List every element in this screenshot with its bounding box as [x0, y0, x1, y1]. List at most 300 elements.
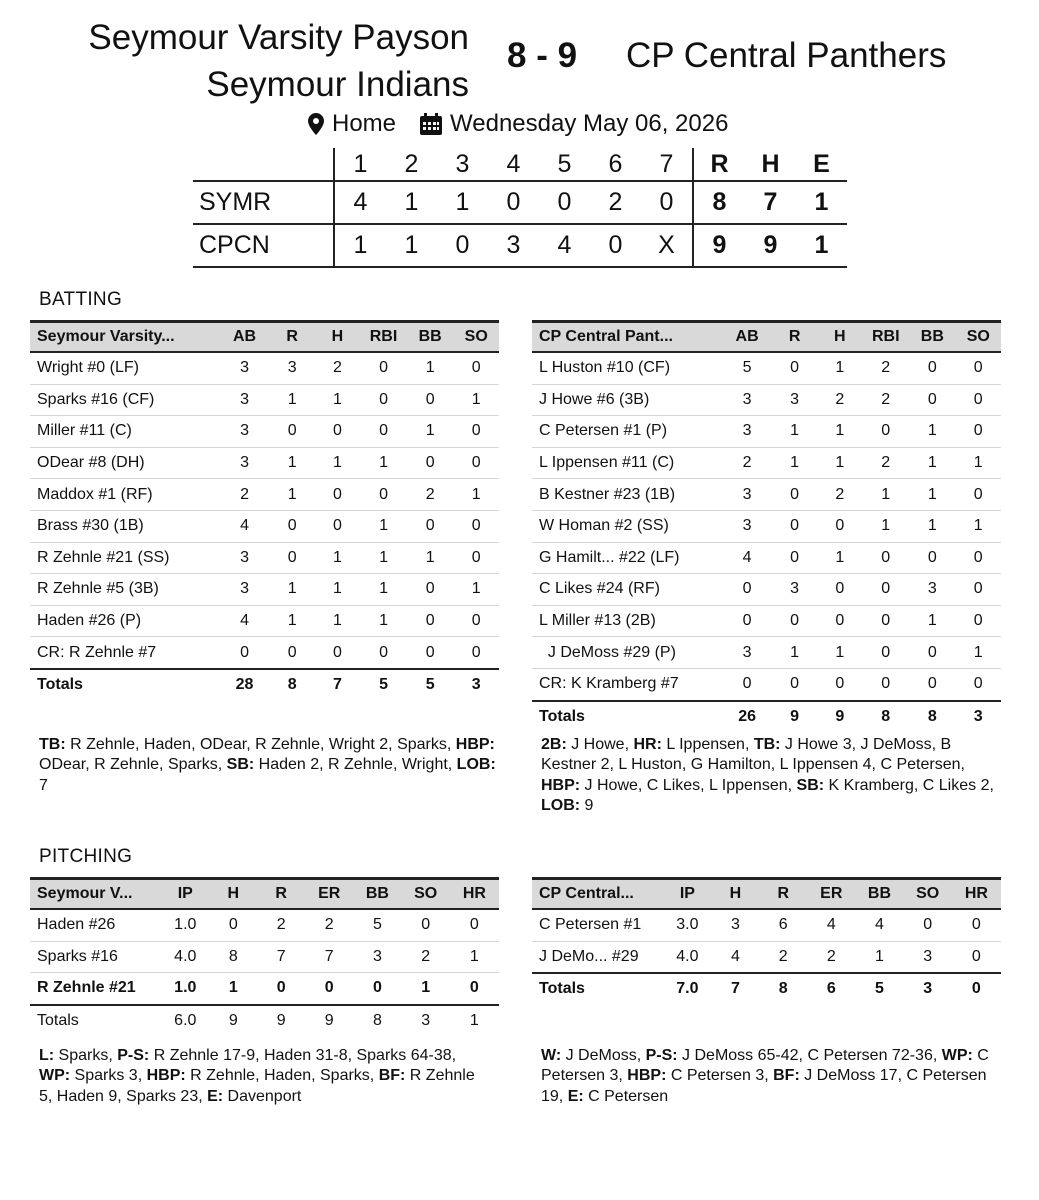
- stat-cell: 2: [220, 479, 270, 511]
- note-key: BF:: [378, 1067, 406, 1085]
- player-name: CR: K Kramberg #7: [532, 668, 722, 700]
- stat-cell: 3: [353, 941, 401, 973]
- stat-cell: 2: [315, 352, 360, 384]
- total-cell: 3: [402, 1005, 450, 1037]
- stat-cell: 3: [220, 416, 270, 448]
- player-name: C Petersen #1: [532, 909, 663, 941]
- stat-cell: 1: [315, 542, 360, 574]
- table-row: [30, 510, 499, 542]
- table-row: [532, 637, 1001, 669]
- stat-cell: 0: [407, 637, 453, 669]
- stat-cell: 5: [353, 909, 401, 941]
- total-hits: 9: [745, 224, 796, 267]
- stat-column-header: R: [759, 879, 807, 910]
- stat-cell: 1: [407, 416, 453, 448]
- calendar-icon: [420, 113, 442, 135]
- table-row: [30, 941, 499, 973]
- stat-cell: 1: [360, 542, 407, 574]
- note-value: C Petersen 3,: [666, 1067, 774, 1085]
- stat-cell: 2: [407, 479, 453, 511]
- player-name: ODear #8 (DH): [30, 447, 220, 479]
- note-key: TB:: [39, 736, 66, 753]
- stat-column-header: AB: [220, 322, 270, 353]
- inning-runs: 1: [386, 224, 437, 267]
- stat-cell: 1: [909, 416, 955, 448]
- stat-cell: 1: [855, 941, 903, 973]
- stat-cell: 0: [407, 384, 453, 416]
- line-score-header: [193, 148, 847, 181]
- stat-cell: 0: [817, 668, 862, 700]
- stat-cell: 3: [270, 352, 315, 384]
- stat-cell: 3: [722, 637, 772, 669]
- stat-cell: 1: [360, 605, 407, 637]
- stat-cell: 1: [315, 384, 360, 416]
- table-row: [532, 542, 1001, 574]
- stat-cell: 0: [453, 637, 499, 669]
- total-runs: 8: [693, 181, 745, 224]
- player-name: L Ippensen #11 (C): [532, 447, 722, 479]
- note-value: 7: [39, 756, 501, 794]
- stat-cell: 1: [956, 447, 1002, 479]
- stat-cell: 0: [909, 637, 955, 669]
- stat-cell: 4.0: [161, 941, 209, 973]
- note-key: L:: [39, 1047, 55, 1064]
- player-name: J Howe #6 (3B): [532, 384, 722, 416]
- stat-column-header: SO: [402, 879, 450, 910]
- totals-label: Totals: [30, 669, 220, 701]
- inning-runs: X: [641, 224, 693, 267]
- stat-column-header: BB: [855, 879, 903, 910]
- stat-cell: 2: [759, 941, 807, 973]
- stat-cell: 1: [270, 574, 315, 606]
- table-row: [30, 384, 499, 416]
- stat-cell: 1: [909, 510, 955, 542]
- note-value: J DeMoss 65-42, C Petersen 72-36,: [677, 1047, 942, 1064]
- stat-cell: 1: [862, 510, 909, 542]
- note-value: Sparks 3,: [70, 1067, 147, 1085]
- table-row: [532, 479, 1001, 511]
- total-cell: 26: [722, 701, 772, 733]
- stat-cell: 1: [772, 416, 817, 448]
- stat-cell: 1: [360, 574, 407, 606]
- table-row: [30, 447, 499, 479]
- player-name: Sparks #16 (CF): [30, 384, 220, 416]
- stat-cell: 2: [257, 909, 305, 941]
- note-key: TB:: [753, 736, 781, 753]
- stat-column-header: BB: [353, 879, 401, 910]
- stat-cell: 1: [817, 416, 862, 448]
- total-cell: 7: [711, 973, 759, 1005]
- stat-cell: 0: [407, 605, 453, 637]
- note-value: C Petersen 3,: [541, 1047, 994, 1085]
- stat-cell: 1: [270, 384, 315, 416]
- stat-cell: 0: [453, 542, 499, 574]
- stat-column-header: R: [270, 322, 315, 353]
- total-cell: 5: [360, 669, 407, 701]
- table-row: [30, 416, 499, 448]
- inning-runs: 3: [488, 224, 539, 267]
- total-errors: 1: [796, 181, 847, 224]
- stat-cell: 4: [711, 941, 759, 973]
- table-header-row: [532, 322, 1001, 353]
- team-abbrev: CPCN: [193, 224, 334, 267]
- stat-cell: 1: [270, 605, 315, 637]
- home-team-title: [88, 14, 469, 108]
- stat-cell: 2: [817, 479, 862, 511]
- stat-cell: 4: [855, 909, 903, 941]
- player-name: L Huston #10 (CF): [532, 352, 722, 384]
- note-key: HR:: [633, 736, 662, 753]
- stat-cell: 3: [711, 909, 759, 941]
- table-row: [532, 574, 1001, 606]
- stat-cell: 3: [772, 574, 817, 606]
- stat-cell: 1: [453, 479, 499, 511]
- inning-header: 6: [608, 149, 623, 178]
- stat-cell: 7: [257, 941, 305, 973]
- stat-cell: 3: [722, 384, 772, 416]
- team-column-header: CP Central...: [532, 879, 663, 910]
- stat-cell: 0: [956, 668, 1002, 700]
- stat-cell: 0: [315, 416, 360, 448]
- stat-column-header: H: [315, 322, 360, 353]
- stat-cell: 0: [862, 574, 909, 606]
- pitching-section-label: PITCHING: [39, 846, 133, 867]
- stat-cell: 3.0: [663, 909, 711, 941]
- inning-header: 2: [404, 149, 419, 178]
- stat-cell: 2: [305, 909, 353, 941]
- note-key: HBP:: [627, 1067, 667, 1085]
- stat-cell: 0: [956, 542, 1002, 574]
- total-cell: 9: [817, 701, 862, 733]
- total-cell: 3: [904, 973, 952, 1005]
- stat-cell: 1: [453, 384, 499, 416]
- stat-cell: 0: [722, 574, 772, 606]
- stat-cell: 0: [360, 352, 407, 384]
- stat-cell: 0: [270, 416, 315, 448]
- inning-runs: 4: [539, 224, 590, 267]
- stat-cell: 0: [257, 973, 305, 1005]
- note-value: K Kramberg, C Likes 2,: [824, 776, 999, 794]
- map-pin-icon: [308, 113, 324, 135]
- stat-cell: 3: [722, 479, 772, 511]
- line-score-row-home: [193, 181, 847, 224]
- note-value: ODear, R Zehnle, Sparks,: [39, 736, 500, 774]
- stat-column-header: H: [209, 879, 257, 910]
- batting-section-label: BATTING: [39, 289, 123, 310]
- stat-cell: 3: [722, 510, 772, 542]
- note-key: LOB:: [456, 756, 496, 774]
- inning-runs: 0: [488, 181, 539, 224]
- stat-cell: 0: [453, 352, 499, 384]
- note-value: L Ippensen,: [661, 736, 754, 753]
- note-key: WP:: [941, 1047, 973, 1064]
- stat-cell: 0: [450, 973, 499, 1005]
- table-row: [30, 973, 499, 1005]
- player-name: J DeMo... #29: [532, 941, 663, 973]
- player-name: Maddox #1 (RF): [30, 479, 220, 511]
- stat-cell: 0: [862, 637, 909, 669]
- stat-cell: 4: [807, 909, 855, 941]
- stat-cell: 2: [862, 447, 909, 479]
- stat-column-header: R: [257, 879, 305, 910]
- table-header-row: [30, 879, 499, 910]
- stat-cell: 0: [909, 384, 955, 416]
- stat-column-header: ER: [305, 879, 353, 910]
- stat-cell: 4: [220, 605, 270, 637]
- stat-column-header: ER: [807, 879, 855, 910]
- total-cell: 5: [855, 973, 903, 1005]
- player-name: Wright #0 (LF): [30, 352, 220, 384]
- total-runs: 9: [693, 224, 745, 267]
- note-value: Haden 2, R Zehnle, Wright,: [254, 756, 457, 774]
- stat-column-header: BB: [909, 322, 955, 353]
- table-row: [532, 416, 1001, 448]
- stat-column-header: H: [711, 879, 759, 910]
- total-cell: 7: [315, 669, 360, 701]
- stat-cell: 2: [862, 384, 909, 416]
- stat-column-header: RBI: [862, 322, 909, 353]
- table-header-row: [30, 322, 499, 353]
- errors-header: E: [813, 149, 830, 178]
- stat-column-header: SO: [956, 322, 1002, 353]
- player-name: Brass #30 (1B): [30, 510, 220, 542]
- inning-header: 1: [334, 148, 386, 181]
- stat-column-header: SO: [453, 322, 499, 353]
- inning-runs: 1: [386, 181, 437, 224]
- inning-header: 5: [557, 149, 572, 178]
- stat-cell: 0: [909, 668, 955, 700]
- note-key: E:: [567, 1087, 584, 1105]
- total-cell: 3: [956, 701, 1002, 733]
- inning-runs: 0: [539, 181, 590, 224]
- stat-cell: 2: [722, 447, 772, 479]
- away-team-title: CP Central Panthers: [626, 36, 947, 75]
- game-date: Wednesday May 06, 2026: [450, 110, 729, 137]
- inning-runs: 4: [334, 181, 386, 224]
- total-cell: 8: [909, 701, 955, 733]
- total-cell: 3: [453, 669, 499, 701]
- stat-cell: 0: [862, 416, 909, 448]
- stat-cell: 0: [956, 352, 1002, 384]
- stat-cell: 3: [909, 574, 955, 606]
- note-key: P-S:: [117, 1047, 150, 1064]
- stat-cell: 1.0: [161, 973, 209, 1005]
- stat-column-header: HR: [450, 879, 499, 910]
- game-meta: [308, 110, 728, 138]
- inning-runs: 1: [437, 181, 488, 224]
- total-cell: 9: [257, 1005, 305, 1037]
- team-abbrev: SYMR: [193, 181, 334, 224]
- stat-cell: 4: [722, 542, 772, 574]
- inning-header: 3: [455, 149, 470, 178]
- player-name: R Zehnle #5 (3B): [30, 574, 220, 606]
- player-name: R Zehnle #21: [30, 973, 161, 1005]
- totals-row: [532, 701, 1001, 733]
- stat-cell: 0: [772, 542, 817, 574]
- table-row: [532, 605, 1001, 637]
- stat-cell: 0: [453, 605, 499, 637]
- total-cell: 9: [209, 1005, 257, 1037]
- player-name: Miller #11 (C): [30, 416, 220, 448]
- inning-runs: 2: [590, 181, 641, 224]
- runs-header: R: [693, 148, 745, 181]
- table-row: [30, 479, 499, 511]
- away-batting-table: [532, 320, 1001, 732]
- stat-cell: 1: [772, 637, 817, 669]
- home-pitching-table: [30, 877, 499, 1036]
- stat-cell: 0: [450, 909, 499, 941]
- table-row: [532, 668, 1001, 700]
- stat-cell: 1: [909, 605, 955, 637]
- stat-cell: 5: [722, 352, 772, 384]
- stat-cell: 0: [270, 542, 315, 574]
- stat-cell: 1: [909, 479, 955, 511]
- note-key: LOB:: [541, 797, 581, 815]
- note-key: SB:: [796, 776, 825, 794]
- table-header-row: [532, 879, 1001, 910]
- stat-cell: 1: [407, 352, 453, 384]
- total-cell: 28: [220, 669, 270, 701]
- note-value: 9: [580, 797, 594, 815]
- hits-header: H: [761, 149, 780, 178]
- stat-cell: 0: [862, 605, 909, 637]
- total-cell: 5: [407, 669, 453, 701]
- player-name: Haden #26 (P): [30, 605, 220, 637]
- stat-cell: 1: [360, 447, 407, 479]
- player-name: Haden #26: [30, 909, 161, 941]
- total-cell: 8: [759, 973, 807, 1005]
- team-column-header: Seymour Varsity...: [30, 322, 220, 353]
- note-value: J DeMoss 17, C Petersen 19,: [541, 1067, 991, 1105]
- stat-cell: 0: [817, 574, 862, 606]
- line-score-table: [193, 148, 847, 268]
- table-row: [532, 941, 1001, 973]
- inning-runs: 0: [590, 224, 641, 267]
- total-hits: 7: [745, 181, 796, 224]
- inning-header: 7: [659, 149, 674, 178]
- line-score-row-away: [193, 224, 847, 267]
- stat-cell: 3: [220, 574, 270, 606]
- stat-cell: 2: [862, 352, 909, 384]
- stat-cell: 0: [722, 605, 772, 637]
- stat-cell: 0: [956, 605, 1002, 637]
- home-pitching-notes: [39, 1046, 489, 1107]
- stat-cell: 8: [209, 941, 257, 973]
- stat-cell: 0: [772, 605, 817, 637]
- stat-cell: 0: [209, 909, 257, 941]
- stat-cell: 3: [220, 352, 270, 384]
- away-batting-notes: [541, 735, 1003, 817]
- note-key: SB:: [226, 756, 255, 774]
- home-team-line1: Seymour Varsity Payson: [88, 18, 469, 57]
- stat-cell: 0: [956, 384, 1002, 416]
- player-name: B Kestner #23 (1B): [532, 479, 722, 511]
- total-cell: 0: [952, 973, 1001, 1005]
- stat-column-header: AB: [722, 322, 772, 353]
- stat-cell: 0: [353, 973, 401, 1005]
- total-cell: 6: [807, 973, 855, 1005]
- stat-cell: 0: [315, 510, 360, 542]
- note-key: E:: [207, 1087, 224, 1105]
- player-name: C Petersen #1 (P): [532, 416, 722, 448]
- table-row: [30, 637, 499, 669]
- stat-column-header: RBI: [360, 322, 407, 353]
- stat-cell: 0: [360, 384, 407, 416]
- stat-cell: 2: [402, 941, 450, 973]
- stat-column-header: H: [817, 322, 862, 353]
- total-errors: 1: [796, 224, 847, 267]
- player-name: Sparks #16: [30, 941, 161, 973]
- stat-cell: 0: [817, 510, 862, 542]
- totals-row: [532, 973, 1001, 1005]
- stat-cell: 1: [817, 447, 862, 479]
- stat-cell: 1: [315, 605, 360, 637]
- stat-cell: 0: [453, 416, 499, 448]
- table-row: [532, 447, 1001, 479]
- stat-cell: 3: [220, 447, 270, 479]
- stat-cell: 0: [862, 668, 909, 700]
- inning-header: 4: [506, 149, 521, 178]
- stat-cell: 1: [909, 447, 955, 479]
- stat-cell: 3: [722, 416, 772, 448]
- note-key: W:: [541, 1047, 562, 1064]
- stat-cell: 0: [956, 416, 1002, 448]
- stat-cell: 1: [956, 637, 1002, 669]
- stat-cell: 2: [807, 941, 855, 973]
- stat-column-header: R: [772, 322, 817, 353]
- table-row: [30, 542, 499, 574]
- stat-cell: 4.0: [663, 941, 711, 973]
- stat-cell: 0: [270, 510, 315, 542]
- stat-cell: 0: [407, 447, 453, 479]
- note-value: J Howe, C Likes, L Ippensen,: [580, 776, 797, 794]
- player-name: C Likes #24 (RF): [532, 574, 722, 606]
- stat-cell: 1: [817, 352, 862, 384]
- stat-cell: 0: [862, 542, 909, 574]
- inning-runs: 0: [437, 224, 488, 267]
- stat-cell: 0: [956, 574, 1002, 606]
- stat-cell: 0: [305, 973, 353, 1005]
- stat-cell: 0: [360, 479, 407, 511]
- stat-cell: 7: [305, 941, 353, 973]
- note-key: HBP:: [455, 736, 495, 753]
- stat-cell: 0: [817, 605, 862, 637]
- stat-cell: 1: [402, 973, 450, 1005]
- stat-cell: 0: [956, 479, 1002, 511]
- stat-cell: 0: [772, 668, 817, 700]
- totals-row: [30, 669, 499, 701]
- total-cell: 9: [772, 701, 817, 733]
- note-value: J DeMoss,: [561, 1047, 646, 1064]
- stat-cell: 6: [759, 909, 807, 941]
- total-cell: 8: [353, 1005, 401, 1037]
- stat-cell: 1.0: [161, 909, 209, 941]
- note-value: J Howe,: [566, 736, 634, 753]
- total-cell: 8: [862, 701, 909, 733]
- note-key: WP:: [39, 1067, 71, 1085]
- total-cell: 6.0: [161, 1005, 209, 1037]
- stat-cell: 0: [270, 637, 315, 669]
- stat-cell: 1: [270, 479, 315, 511]
- inning-runs: 0: [641, 181, 693, 224]
- stat-cell: 1: [453, 574, 499, 606]
- table-row: [532, 352, 1001, 384]
- stat-cell: 0: [407, 510, 453, 542]
- stat-column-header: IP: [663, 879, 711, 910]
- totals-label: Totals: [532, 701, 722, 733]
- table-row: [30, 574, 499, 606]
- stat-column-header: IP: [161, 879, 209, 910]
